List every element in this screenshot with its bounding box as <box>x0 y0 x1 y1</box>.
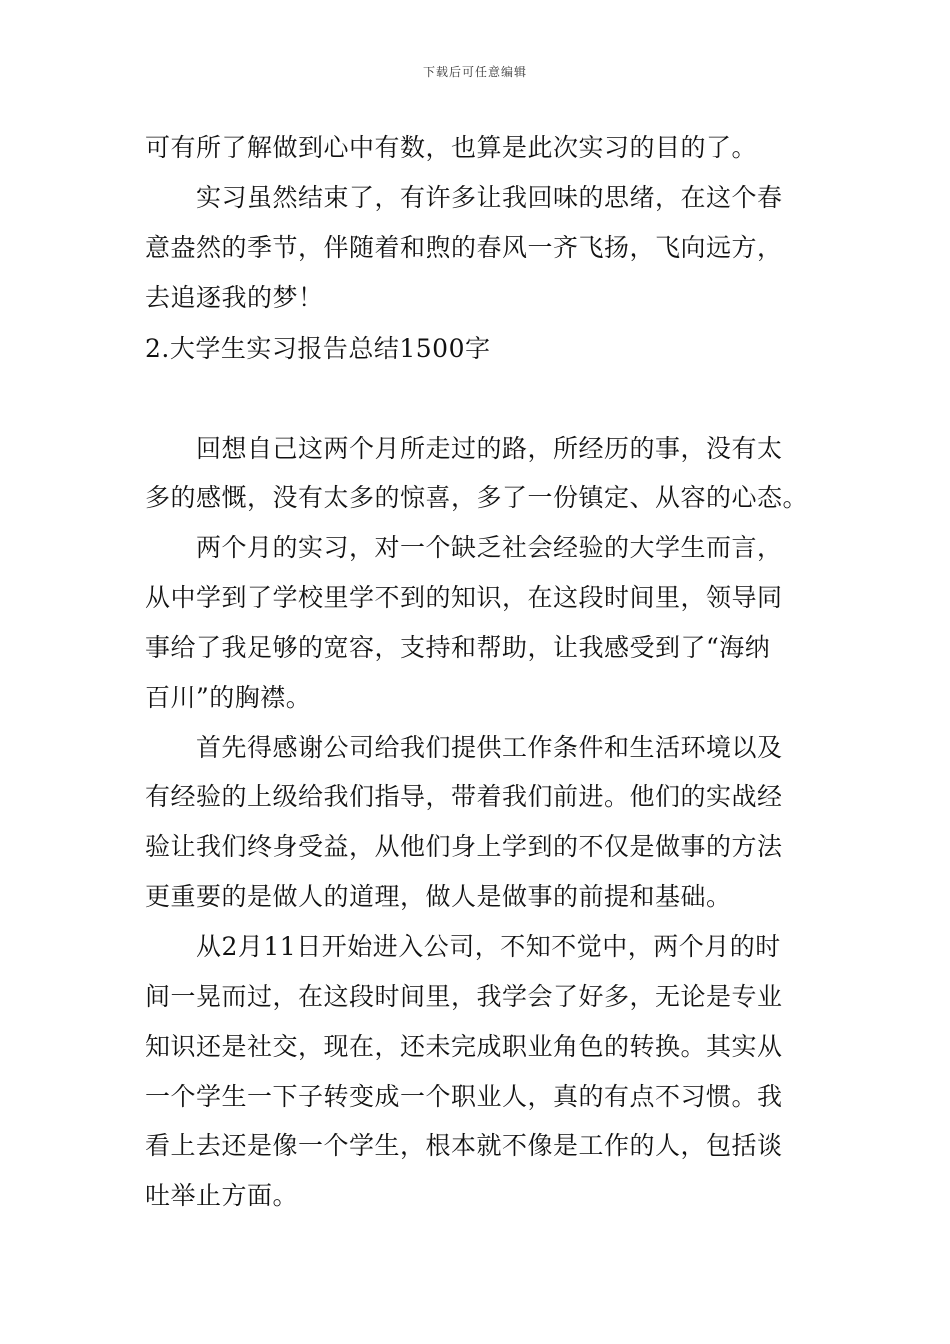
body-line: 间一晃而过，在这段时间里，我学会了好多，无论是专业 <box>145 982 783 1011</box>
body-line: 更重要的是做人的道理，做人是做事的前提和基础。 <box>145 882 732 911</box>
body-line: 百川”的胸襟。 <box>145 683 312 712</box>
body-line: 意盎然的季节，伴随着和煦的春风一齐飞扬，飞向远方， <box>145 233 783 262</box>
body-line: 去追逐我的梦！ <box>145 283 324 312</box>
body-line: 可有所了解做到心中有数，也算是此次实习的目的了。 <box>145 133 758 162</box>
body-line: 回想自己这两个月所走过的路，所经历的事，没有太 <box>145 434 783 463</box>
body-line: 从2月11日开始进入公司，不知不觉中，两个月的时 <box>145 932 781 961</box>
body-line: 看上去还是像一个学生，根本就不像是工作的人，包括谈 <box>145 1131 783 1160</box>
body-line: 吐举止方面。 <box>145 1181 299 1210</box>
body-line: 两个月的实习，对一个缺乏社会经验的大学生而言， <box>145 533 783 562</box>
body-line: 实习虽然结束了，有许多让我回味的思绪，在这个春 <box>145 183 783 212</box>
body-line: 知识还是社交，现在，还未完成职业角色的转换。其实从 <box>145 1032 783 1061</box>
body-line: 从中学到了学校里学不到的知识，在这段时间里，领导同 <box>145 583 783 612</box>
page-header: 下载后可任意编辑 <box>422 65 527 79</box>
body-line: 验让我们终身受益，从他们身上学到的不仅是做事的方法 <box>145 832 783 861</box>
body-line: 事给了我足够的宽容，支持和帮助，让我感受到了“海纳 <box>145 633 771 662</box>
body-line: 首先得感谢公司给我们提供工作条件和生活环境以及 <box>145 733 783 762</box>
section-heading: 2.大学生实习报告总结1500字 <box>145 334 491 363</box>
body-line: 有经验的上级给我们指导，带着我们前进。他们的实战经 <box>145 782 783 811</box>
body-line: 多的感慨，没有太多的惊喜，多了一份镇定、从容的心态。 <box>145 483 809 512</box>
body-line: 一个学生一下子转变成一个职业人，真的有点不习惯。我 <box>145 1082 783 1111</box>
